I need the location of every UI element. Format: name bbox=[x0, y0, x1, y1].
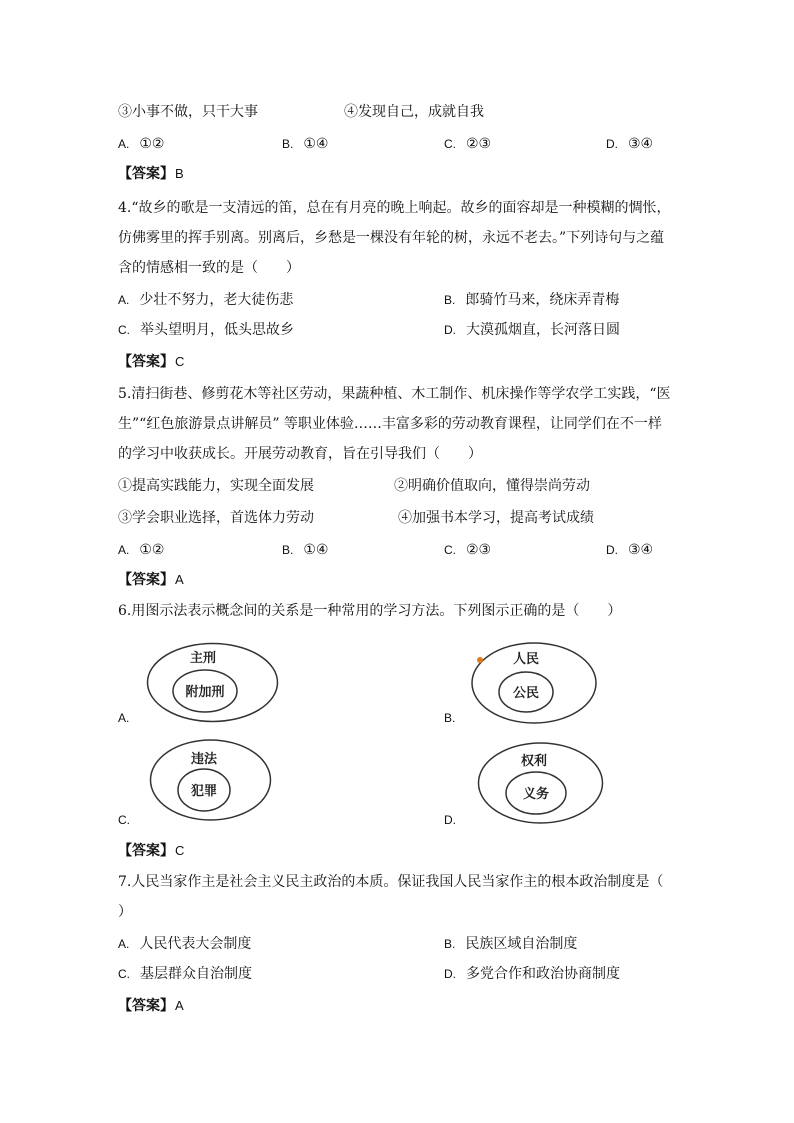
q4-option-d: D. 大漠孤烟直，长河落日圆 bbox=[444, 322, 620, 338]
q4-stem-line-2: 仿佛雾里的挥手别离。别离后，乡愁是一棵没有年轮的树，永远不老去。”下列诗句与之蕴 bbox=[118, 230, 665, 246]
q3-option-c: C. ②③ bbox=[444, 136, 492, 152]
q3-option-b: B. ①④ bbox=[282, 136, 329, 152]
inner-concept-label: 犯罪 bbox=[190, 784, 218, 799]
q3-answer: 【答案】B bbox=[118, 166, 184, 182]
outer-concept-label: 主刑 bbox=[189, 651, 217, 666]
diagram-b-graphic bbox=[470, 641, 598, 725]
q6-answer: 【答案】C bbox=[118, 843, 185, 859]
q3-option-a: A. ①② bbox=[118, 136, 165, 152]
q5-stem-line-3: 的学习中收获成长。开展劳动教育，旨在引导我们（ ） bbox=[118, 446, 482, 462]
q4-option-a: A. 少壮不努力，老大徒伤悲 bbox=[118, 292, 294, 308]
q3-option-d: D. ③④ bbox=[606, 136, 654, 152]
q7-stem-line-1: 7.人民当家作主是社会主义民主政治的本质。保证我国人民当家作主的根本政治制度是（ bbox=[118, 874, 664, 890]
q3-item-3: ③小事不做，只干大事 bbox=[118, 104, 258, 120]
q5-item-4: ④加强书本学习，提高考试成绩 bbox=[398, 510, 594, 526]
q7-option-b: B. 民族区域自治制度 bbox=[444, 936, 578, 952]
dot-marker bbox=[477, 657, 483, 663]
diagram-a-label: A. bbox=[118, 711, 130, 725]
q7-option-c: C. 基层群众自治制度 bbox=[118, 966, 252, 982]
q5-option-c: C. ②③ bbox=[444, 542, 492, 558]
q4-option-c: C. 举头望明月，低头思故乡 bbox=[118, 322, 294, 338]
diagram-d bbox=[476, 741, 605, 825]
q5-stem-line-1: 5.清扫街巷、修剪花木等社区劳动，果蔬种植、木工制作、机床操作等学农学工实践，“医 bbox=[118, 386, 671, 402]
outer-concept-label: 人民 bbox=[512, 652, 540, 667]
outer-concept-label: 违法 bbox=[190, 752, 218, 767]
inner-concept-label: 公民 bbox=[512, 686, 540, 701]
q5-option-a: A. ①② bbox=[118, 542, 165, 558]
diagram-c bbox=[148, 738, 273, 822]
q7-option-a: A. 人民代表大会制度 bbox=[118, 936, 252, 952]
q7-option-d: D. 多党合作和政治协商制度 bbox=[444, 966, 620, 982]
q4-stem-line-3: 含的情感相一致的是（ ） bbox=[118, 260, 300, 276]
q5-option-d: D. ③④ bbox=[606, 542, 654, 558]
diagram-b-label: B. bbox=[444, 711, 456, 725]
inner-concept-label: 附加刑 bbox=[185, 685, 225, 700]
q4-answer: 【答案】C bbox=[118, 354, 185, 370]
q5-item-3: ③学会职业选择，首选体力劳动 bbox=[118, 510, 314, 526]
inner-concept-label: 义务 bbox=[522, 787, 550, 802]
q4-stem-line-1: 4.“故乡的歌是一支清远的笛，总在有月亮的晚上响起。故乡的面容却是一种模糊的惆怅， bbox=[118, 200, 671, 216]
diagram-d-label: D. bbox=[444, 813, 456, 827]
q3-item-4: ④发现自己，成就自我 bbox=[344, 104, 484, 120]
diagram-c-label: C. bbox=[118, 813, 130, 827]
q7-stem-line-2: ） bbox=[118, 904, 132, 920]
diagram-a-graphic bbox=[145, 641, 280, 724]
q6-stem: 6.用图示法表示概念间的关系是一种常用的学习方法。下列图示正确的是（ ） bbox=[118, 603, 622, 619]
q7-answer: 【答案】A bbox=[118, 998, 184, 1014]
q5-stem-line-2: 生”“红色旅游景点讲解员” 等职业体验……丰富多彩的劳动教育课程，让同学们在不一样 bbox=[118, 416, 662, 432]
diagram-d-graphic bbox=[476, 741, 605, 825]
q5-item-2: ②明确价值取向，懂得崇尚劳动 bbox=[394, 478, 590, 494]
diagram-c-graphic bbox=[148, 738, 273, 822]
diagram-a bbox=[145, 641, 280, 724]
q4-option-b: B. 郎骑竹马来，绕床弄青梅 bbox=[444, 292, 620, 308]
diagram-b bbox=[470, 641, 598, 725]
outer-concept-label: 权利 bbox=[520, 754, 548, 769]
q5-item-1: ①提高实践能力，实现全面发展 bbox=[118, 478, 314, 494]
q5-option-b: B. ①④ bbox=[282, 542, 329, 558]
q5-answer: 【答案】A bbox=[118, 572, 184, 588]
